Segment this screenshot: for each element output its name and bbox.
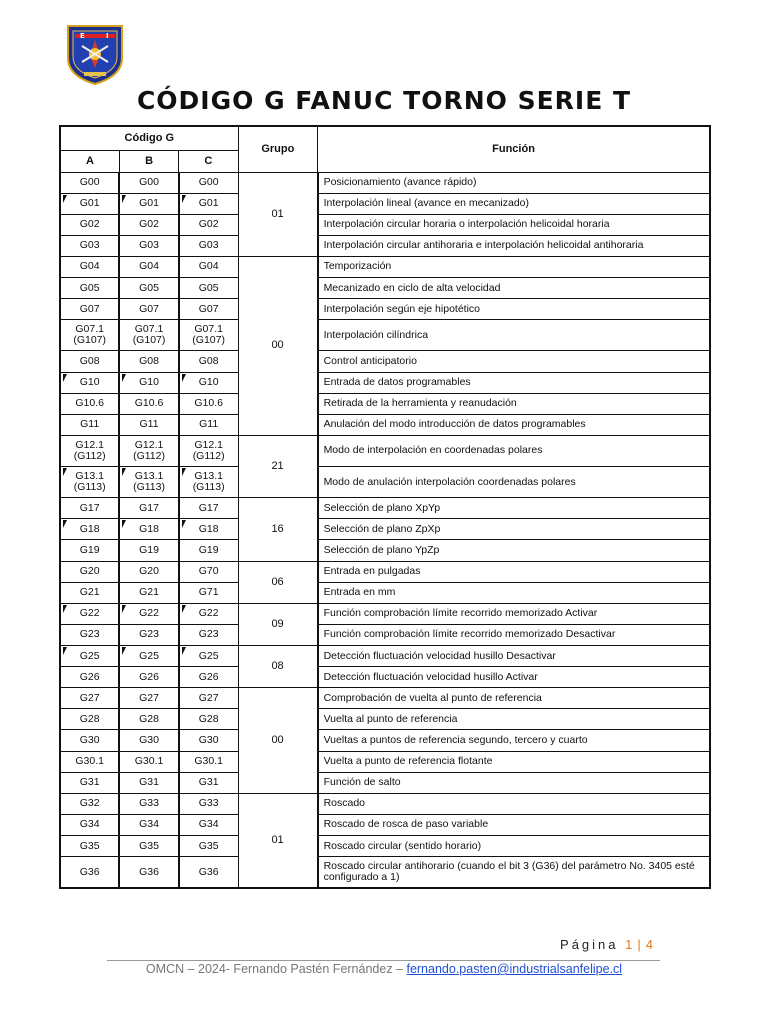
code-a-cell: G12.1 (G112) — [60, 435, 119, 466]
table-row — [60, 730, 710, 751]
code-a-cell: G08 — [60, 351, 119, 372]
code-b-cell: G30.1 — [119, 751, 178, 772]
code-b-cell: G11 — [119, 414, 178, 435]
code-a-cell: G01 — [60, 193, 119, 214]
code-b-cell: G12.1 (G112) — [119, 435, 178, 466]
code-b-cell: G20 — [119, 561, 178, 582]
funcion-cell: Roscado de rosca de paso variable — [318, 814, 710, 835]
funcion-cell: Roscado circular (sentido horario) — [318, 835, 710, 856]
funcion-cell: Detección fluctuación velocidad husillo Desactivar — [318, 645, 710, 666]
code-a-cell: G18 — [60, 519, 119, 540]
table-row — [60, 372, 710, 393]
code-a-cell: G35 — [60, 835, 119, 856]
code-a-cell: G30.1 — [60, 751, 119, 772]
grupo-cell: 08 — [238, 645, 317, 687]
funcion-cell: Entrada en mm — [318, 582, 710, 603]
table-row — [60, 793, 710, 814]
footer-email-link[interactable]: fernando.pasten@industrialsanfelipe.cl — [406, 962, 623, 976]
table-row — [60, 235, 710, 256]
grupo-cell: 01 — [238, 172, 317, 256]
code-b-cell: G07.1 (G107) — [119, 320, 178, 351]
table-row — [60, 467, 710, 498]
page-label: Página — [560, 937, 619, 952]
code-c-cell: G08 — [179, 351, 238, 372]
code-c-cell: G30 — [179, 730, 238, 751]
funcion-cell: Entrada de datos programables — [318, 372, 710, 393]
code-c-cell: G27 — [179, 688, 238, 709]
code-b-cell: G23 — [119, 624, 178, 645]
code-b-cell: G08 — [119, 351, 178, 372]
code-a-cell: G25 — [60, 645, 119, 666]
code-a-cell: G26 — [60, 667, 119, 688]
school-logo — [62, 24, 128, 86]
code-b-cell: G00 — [119, 172, 178, 193]
funcion-cell: Selección de plano ZpXp — [318, 519, 710, 540]
code-a-cell: G30 — [60, 730, 119, 751]
table-row — [60, 835, 710, 856]
funcion-cell: Detección fluctuación velocidad husillo Activar — [318, 667, 710, 688]
code-a-cell: G17 — [60, 498, 119, 519]
code-b-cell: G26 — [119, 667, 178, 688]
code-b-cell: G30 — [119, 730, 178, 751]
page-number — [560, 937, 656, 952]
code-b-cell: G34 — [119, 814, 178, 835]
column-b-header: B — [119, 150, 178, 172]
code-b-cell: G33 — [119, 793, 178, 814]
code-b-cell: G31 — [119, 772, 178, 793]
funcion-cell: Posicionamiento (avance rápido) — [318, 172, 710, 193]
table-row — [60, 751, 710, 772]
grupo-cell: 09 — [238, 603, 317, 645]
table-row — [60, 414, 710, 435]
codigo-g-header: Código G — [60, 126, 238, 150]
footer-author: OMCN – 2024- Fernando Pastén Fernández – — [145, 962, 407, 976]
page-current: 1 — [625, 937, 636, 952]
funcion-cell: Temporización — [318, 256, 710, 277]
funcion-cell: Función comprobación límite recorrido memorizado Desactivar — [318, 624, 710, 645]
code-c-cell: G02 — [179, 214, 238, 235]
funcion-cell: Retirada de la herramienta y reanudación — [318, 393, 710, 414]
code-c-cell: G00 — [179, 172, 238, 193]
code-c-cell: G71 — [179, 582, 238, 603]
table-row — [60, 582, 710, 603]
code-c-cell: G23 — [179, 624, 238, 645]
grupo-cell: 00 — [238, 688, 317, 794]
code-a-cell: G13.1 (G113) — [60, 467, 119, 498]
footer-divider — [107, 960, 660, 961]
code-a-cell: G28 — [60, 709, 119, 730]
table-row — [60, 351, 710, 372]
code-b-cell: G04 — [119, 256, 178, 277]
page-title: CÓDIGO G FANUC TORNO SERIE T — [136, 86, 632, 115]
code-a-cell: G23 — [60, 624, 119, 645]
logo-letter-i: I — [106, 32, 109, 40]
funcion-cell: Función comprobación límite recorrido memorizado Activar — [318, 603, 710, 624]
funcion-cell: Modo de anulación interpolación coordenadas polares — [318, 467, 710, 498]
funcion-header: Función — [318, 126, 710, 172]
funcion-cell: Control anticipatorio — [318, 351, 710, 372]
funcion-cell: Interpolación circular antihoraria e interpolación helicoidal antihoraria — [318, 235, 710, 256]
code-a-cell: G19 — [60, 540, 119, 561]
code-c-cell: G13.1 (G113) — [179, 467, 238, 498]
code-c-cell: G17 — [179, 498, 238, 519]
table-row — [60, 772, 710, 793]
code-a-cell: G03 — [60, 235, 119, 256]
funcion-cell: Entrada en pulgadas — [318, 561, 710, 582]
footer-credit — [0, 962, 768, 976]
code-a-cell: G10 — [60, 372, 119, 393]
table-row — [60, 299, 710, 320]
funcion-cell: Función de salto — [318, 772, 710, 793]
gcode-table — [59, 125, 711, 889]
table-row — [60, 688, 710, 709]
code-c-cell: G22 — [179, 603, 238, 624]
funcion-cell: Modo de interpolación en coordenadas polares — [318, 435, 710, 466]
code-a-cell: G36 — [60, 857, 119, 888]
code-b-cell: G10 — [119, 372, 178, 393]
grupo-cell: 21 — [238, 435, 317, 497]
code-a-cell: G04 — [60, 256, 119, 277]
code-c-cell: G35 — [179, 835, 238, 856]
code-c-cell: G33 — [179, 793, 238, 814]
code-c-cell: G28 — [179, 709, 238, 730]
funcion-cell: Interpolación circular horaria o interpolación helicoidal horaria — [318, 214, 710, 235]
table-row — [60, 709, 710, 730]
gcode-table-body — [60, 172, 710, 888]
grupo-cell: 01 — [238, 793, 317, 888]
funcion-cell: Vuelta al punto de referencia — [318, 709, 710, 730]
table-row — [60, 193, 710, 214]
funcion-cell: Interpolación lineal (avance en mecanizado) — [318, 193, 710, 214]
code-b-cell: G18 — [119, 519, 178, 540]
code-a-cell: G27 — [60, 688, 119, 709]
funcion-cell: Vuelta a punto de referencia flotante — [318, 751, 710, 772]
funcion-cell: Comprobación de vuelta al punto de referencia — [318, 688, 710, 709]
column-c-header: C — [179, 150, 238, 172]
code-c-cell: G05 — [179, 278, 238, 299]
code-c-cell: G10 — [179, 372, 238, 393]
code-c-cell: G03 — [179, 235, 238, 256]
table-row — [60, 320, 710, 351]
code-b-cell: G01 — [119, 193, 178, 214]
table-row — [60, 857, 710, 888]
funcion-cell: Selección de plano XpYp — [318, 498, 710, 519]
code-b-cell: G07 — [119, 299, 178, 320]
code-c-cell: G36 — [179, 857, 238, 888]
code-c-cell: G18 — [179, 519, 238, 540]
funcion-cell: Interpolación cilíndrica — [318, 320, 710, 351]
code-a-cell: G11 — [60, 414, 119, 435]
funcion-cell: Mecanizado en ciclo de alta velocidad — [318, 278, 710, 299]
code-a-cell: G32 — [60, 793, 119, 814]
table-row — [60, 814, 710, 835]
code-a-cell: G00 — [60, 172, 119, 193]
code-b-cell: G21 — [119, 582, 178, 603]
code-a-cell: G21 — [60, 582, 119, 603]
code-a-cell: G31 — [60, 772, 119, 793]
code-c-cell: G34 — [179, 814, 238, 835]
code-c-cell: G31 — [179, 772, 238, 793]
code-c-cell: G11 — [179, 414, 238, 435]
table-row — [60, 498, 710, 519]
code-c-cell: G19 — [179, 540, 238, 561]
code-c-cell: G04 — [179, 256, 238, 277]
code-c-cell: G70 — [179, 561, 238, 582]
code-b-cell: G05 — [119, 278, 178, 299]
code-b-cell: G10.6 — [119, 393, 178, 414]
grupo-cell: 16 — [238, 498, 317, 561]
funcion-cell: Roscado — [318, 793, 710, 814]
code-c-cell: G12.1 (G112) — [179, 435, 238, 466]
page-separator: | — [637, 937, 644, 952]
table-row — [60, 256, 710, 277]
code-b-cell: G27 — [119, 688, 178, 709]
table-row — [60, 624, 710, 645]
code-a-cell: G07 — [60, 299, 119, 320]
grupo-cell: 00 — [238, 256, 317, 435]
table-row — [60, 214, 710, 235]
code-b-cell: G28 — [119, 709, 178, 730]
funcion-cell: Selección de plano YpZp — [318, 540, 710, 561]
code-b-cell: G36 — [119, 857, 178, 888]
code-c-cell: G26 — [179, 667, 238, 688]
code-c-cell: G01 — [179, 193, 238, 214]
code-b-cell: G13.1 (G113) — [119, 467, 178, 498]
table-row — [60, 172, 710, 193]
code-b-cell: G19 — [119, 540, 178, 561]
funcion-cell: Interpolación según eje hipotético — [318, 299, 710, 320]
column-a-header: A — [60, 150, 119, 172]
code-c-cell: G07 — [179, 299, 238, 320]
table-row — [60, 278, 710, 299]
code-b-cell: G35 — [119, 835, 178, 856]
code-b-cell: G17 — [119, 498, 178, 519]
table-row — [60, 435, 710, 466]
code-a-cell: G10.6 — [60, 393, 119, 414]
grupo-cell: 06 — [238, 561, 317, 603]
funcion-cell: Vueltas a puntos de referencia segundo, tercero y cuarto — [318, 730, 710, 751]
table-row — [60, 561, 710, 582]
code-c-cell: G07.1 (G107) — [179, 320, 238, 351]
code-a-cell: G22 — [60, 603, 119, 624]
logo-letter-e: E — [80, 32, 85, 40]
page-total: 4 — [645, 937, 656, 952]
funcion-cell: Anulación del modo introducción de datos programables — [318, 414, 710, 435]
code-a-cell: G07.1 (G107) — [60, 320, 119, 351]
grupo-header: Grupo — [238, 126, 317, 172]
code-c-cell: G25 — [179, 645, 238, 666]
code-a-cell: G20 — [60, 561, 119, 582]
code-b-cell: G02 — [119, 214, 178, 235]
funcion-cell: Roscado circular antihorario (cuando el bit 3 (G36) del parámetro No. 3405 esté configurado a 1) — [318, 857, 710, 888]
code-c-cell: G10.6 — [179, 393, 238, 414]
table-row — [60, 645, 710, 666]
code-a-cell: G02 — [60, 214, 119, 235]
code-b-cell: G22 — [119, 603, 178, 624]
code-a-cell: G05 — [60, 278, 119, 299]
code-a-cell: G34 — [60, 814, 119, 835]
table-row — [60, 603, 710, 624]
table-row — [60, 667, 710, 688]
table-row — [60, 540, 710, 561]
table-row — [60, 519, 710, 540]
table-row — [60, 393, 710, 414]
code-b-cell: G25 — [119, 645, 178, 666]
code-c-cell: G30.1 — [179, 751, 238, 772]
code-b-cell: G03 — [119, 235, 178, 256]
